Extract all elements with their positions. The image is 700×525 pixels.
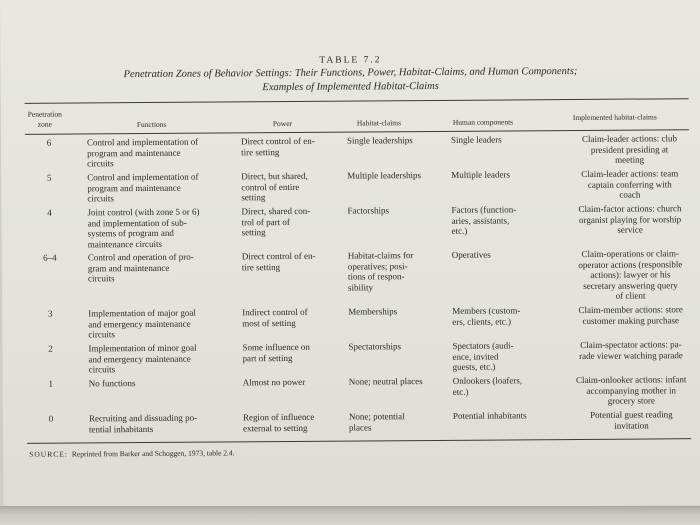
header-implemented: Implemented habitat-claims bbox=[572, 112, 657, 123]
cell-line: aries, assistants, bbox=[451, 214, 510, 226]
source-label: SOURCE: bbox=[29, 449, 68, 459]
cell-line: Direct control of en- bbox=[240, 135, 315, 147]
cell-line: Claim-spectator actions: pa- bbox=[580, 339, 682, 350]
cell-line: operator actions (responsible bbox=[578, 258, 683, 270]
cell-line: meeting bbox=[615, 154, 645, 165]
cell-human bbox=[451, 134, 559, 145]
cell-functions bbox=[89, 412, 239, 434]
cell-line: tire setting bbox=[241, 261, 281, 272]
cell-line: Direct, shared con- bbox=[241, 205, 311, 217]
cell-line: Implementation of minor goal bbox=[88, 342, 197, 354]
cell-human bbox=[453, 410, 561, 421]
cell-functions bbox=[88, 307, 238, 340]
cell-power bbox=[242, 307, 347, 329]
cell-line: Multiple leaders bbox=[451, 169, 510, 180]
cell-line: actions): lawyer or his bbox=[590, 269, 671, 280]
cell-human bbox=[451, 204, 559, 236]
cell-human bbox=[452, 249, 560, 260]
cell-line: Indirect control of bbox=[242, 306, 308, 318]
cell-line: Region of influence bbox=[242, 411, 315, 423]
cell-implemented bbox=[557, 133, 700, 166]
cell-line: No functions bbox=[88, 378, 136, 389]
cell-line: Onlookers (loafers, bbox=[452, 375, 523, 386]
cell-implemented bbox=[558, 304, 700, 326]
cell-line: Direct, but shared, bbox=[241, 170, 308, 182]
cell-line: Recruiting and dissuading po- bbox=[88, 412, 198, 424]
cell-functions bbox=[87, 206, 237, 249]
cell-line: Multiple leaderships bbox=[347, 170, 422, 181]
cell-habitat bbox=[349, 411, 449, 433]
cell-human bbox=[451, 169, 559, 180]
cell-implemented bbox=[559, 374, 700, 407]
cell-line: Claim-onlooker actions: infant bbox=[575, 374, 687, 385]
cell-zone: 6 bbox=[46, 137, 52, 148]
cell-line: customer making purchase bbox=[582, 314, 680, 326]
cell-line: tential inhabitants bbox=[88, 423, 154, 434]
cell-line: Spectatorships bbox=[348, 341, 401, 352]
cell-zone: 3 bbox=[47, 308, 53, 319]
cell-line: program and maintenance bbox=[87, 182, 181, 193]
cell-line: Single leaders bbox=[450, 134, 502, 145]
cell-line: tire setting bbox=[241, 146, 280, 157]
cell-power bbox=[241, 206, 346, 238]
table-title-line-1: Penetration Zones of Behavior Settings: Their Functions, Power, Habitat-Claims, and Human Components; bbox=[123, 65, 578, 81]
cell-line: etc.) bbox=[451, 225, 468, 236]
cell-line: Operatives bbox=[451, 249, 491, 260]
source-note bbox=[29, 448, 234, 458]
header-habitat-claims: Habitat-claims bbox=[356, 118, 402, 128]
cell-functions bbox=[87, 171, 237, 204]
cell-line: etc.) bbox=[452, 386, 469, 397]
cell-line: Single leaderships bbox=[346, 135, 413, 146]
cell-habitat bbox=[347, 170, 447, 181]
cell-line: captain conferring with bbox=[587, 178, 672, 190]
cell-line: external to setting bbox=[242, 422, 308, 433]
cell-line: trol of part of bbox=[241, 216, 290, 227]
cell-line: and emergency maintenance bbox=[88, 353, 191, 364]
cell-line: of client bbox=[615, 290, 646, 301]
cell-line: sibility bbox=[347, 281, 374, 293]
cell-line: setting bbox=[241, 192, 266, 203]
cell-line: Direct control of en- bbox=[241, 250, 316, 262]
cell-line: Members (custom- bbox=[452, 305, 521, 316]
cell-line: Potential guest reading bbox=[590, 409, 673, 420]
cell-power bbox=[242, 251, 347, 273]
cell-line: tions of respon- bbox=[347, 271, 405, 282]
cell-line: None; neutral places bbox=[348, 376, 423, 387]
cell-line: Control and implementation of bbox=[86, 136, 199, 148]
header-zone bbox=[27, 110, 63, 130]
cell-line: Claim-leader actions: club bbox=[581, 133, 678, 144]
cell-zone: 1 bbox=[48, 378, 53, 389]
cell-line: grocery store bbox=[607, 395, 655, 406]
table-title bbox=[0, 64, 700, 97]
cell-implemented bbox=[558, 339, 700, 361]
cell-line: setting bbox=[241, 227, 266, 238]
cell-line: president presiding at bbox=[590, 143, 669, 155]
cell-functions bbox=[87, 136, 237, 169]
header-human-components: Human components bbox=[452, 117, 514, 127]
cell-line: systems of program and bbox=[87, 227, 174, 239]
cell-line: Control and operation of pro- bbox=[87, 251, 194, 263]
cell-implemented bbox=[557, 168, 700, 201]
header-functions: Functions bbox=[136, 119, 167, 130]
cell-functions bbox=[89, 377, 239, 389]
cell-line: operatives; posi- bbox=[347, 260, 408, 272]
cell-human bbox=[453, 375, 561, 397]
cell-line: accompanying mother in bbox=[586, 384, 677, 396]
cell-line: program and maintenance bbox=[87, 147, 181, 158]
cell-power bbox=[243, 412, 348, 434]
cell-line: control of entire bbox=[241, 181, 300, 192]
cell-line: Joint control (with zone 5 or 6) bbox=[87, 206, 200, 218]
cell-line: ers, clients, etc.) bbox=[452, 315, 512, 327]
cell-line: Almost no power bbox=[242, 376, 306, 388]
cell-line: Control and implementation of bbox=[87, 171, 199, 183]
cell-line: Potential inhabitants bbox=[452, 410, 527, 421]
header-power: Power bbox=[272, 118, 293, 129]
cell-functions bbox=[88, 342, 238, 375]
cell-line: secretary answering query bbox=[583, 279, 678, 291]
cell-line: invitation bbox=[614, 419, 649, 431]
cell-line: gram and maintenance bbox=[87, 262, 170, 273]
cell-line: Factorships bbox=[347, 205, 390, 216]
cell-habitat bbox=[348, 250, 448, 293]
cell-line: service bbox=[617, 224, 643, 235]
cell-line: Claim-leader actions: team bbox=[581, 168, 679, 179]
cell-line: Implementation of major goal bbox=[88, 307, 196, 319]
cell-human bbox=[452, 340, 560, 372]
table-label: TABLE 7.2 bbox=[319, 55, 382, 66]
cell-line: and implementation of sub- bbox=[87, 217, 187, 228]
cell-habitat bbox=[348, 341, 448, 352]
page-bottom-shadow bbox=[0, 506, 700, 525]
source-text: Reprinted from Barker and Schoggen, 1973, table 2.4. bbox=[71, 448, 235, 459]
header-zone-line-2: zone bbox=[37, 119, 52, 129]
cell-line: circuits bbox=[87, 273, 115, 284]
cell-line: part of setting bbox=[242, 352, 293, 363]
cell-power bbox=[243, 377, 348, 388]
cell-human bbox=[452, 305, 560, 327]
table-title-line-2: Examples of Implemented Habitat-Claims bbox=[262, 80, 439, 94]
cell-line: most of setting bbox=[242, 317, 296, 328]
cell-line: rade viewer watching parade bbox=[579, 349, 683, 361]
cell-line: Spectators (audi- bbox=[452, 340, 514, 351]
cell-line: and emergency maintenance bbox=[88, 318, 191, 329]
cell-line: guests, etc.) bbox=[452, 361, 496, 372]
cell-zone: 6–4 bbox=[43, 252, 57, 263]
cell-line: Memberships bbox=[348, 306, 398, 317]
cell-line: None; potential bbox=[348, 411, 405, 422]
cell-habitat bbox=[349, 376, 449, 387]
cell-zone: 5 bbox=[46, 172, 52, 183]
cell-line: places bbox=[348, 421, 372, 433]
cell-line: Factors (function- bbox=[451, 204, 517, 215]
cell-line: Some influence on bbox=[242, 341, 310, 353]
cell-zone: 2 bbox=[48, 343, 53, 354]
cell-line: maintenance circuits bbox=[87, 238, 162, 249]
cell-implemented bbox=[558, 248, 700, 302]
cell-line: coach bbox=[619, 189, 641, 200]
cell-line: circuits bbox=[88, 329, 115, 340]
cell-zone: 0 bbox=[48, 413, 54, 424]
bottom-rule bbox=[27, 438, 691, 444]
cell-habitat bbox=[347, 135, 447, 146]
cell-implemented bbox=[559, 409, 700, 431]
cell-power bbox=[241, 171, 346, 203]
cell-power bbox=[241, 136, 346, 158]
cell-habitat bbox=[347, 205, 447, 216]
cell-line: Claim-factor actions: church bbox=[578, 203, 682, 214]
cell-habitat bbox=[348, 306, 448, 317]
cell-line: circuits bbox=[88, 364, 116, 375]
header-zone-line-1: Penetration bbox=[27, 109, 62, 119]
cell-line: Claim-member actions: store bbox=[578, 304, 683, 315]
cell-implemented bbox=[557, 203, 700, 236]
cell-line: organist playing for worship bbox=[578, 213, 682, 225]
cell-zone: 4 bbox=[47, 207, 52, 218]
cell-functions bbox=[88, 251, 238, 284]
cell-line: circuits bbox=[87, 158, 114, 169]
cell-power bbox=[242, 342, 347, 364]
cell-line: Habitat-claims for bbox=[347, 250, 414, 261]
cell-line: circuits bbox=[87, 193, 114, 204]
cell-line: ence, invited bbox=[452, 351, 499, 362]
cell-line: Claim-operations or claim- bbox=[581, 248, 680, 259]
top-rule bbox=[25, 98, 689, 104]
